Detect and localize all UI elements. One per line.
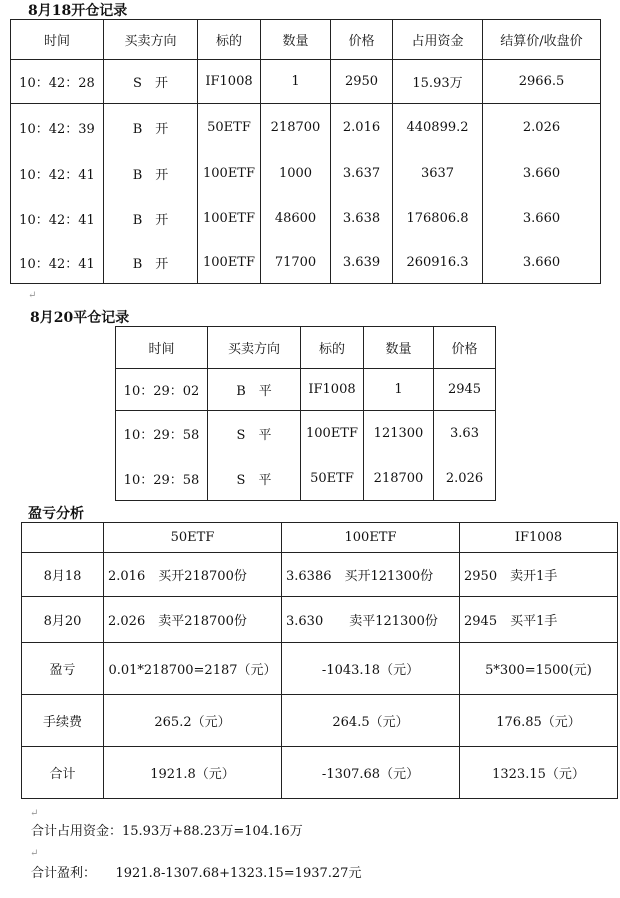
- table-cell: 10：42：39: [11, 104, 104, 152]
- table-cell: 264.5（元）: [282, 695, 460, 747]
- header-cell: [22, 523, 104, 553]
- table-cell: 10：29：58: [116, 457, 208, 501]
- header-cell: 100ETF: [282, 523, 460, 553]
- table-row: [116, 411, 496, 457]
- total-profit-note: 合计盈利： 1921.8-1307.68+1323.15=1937.27元: [31, 866, 362, 881]
- table-cell: 2945: [434, 369, 496, 411]
- table-cell: 1323.15（元）: [460, 747, 618, 799]
- close-record-title: 8月20平仓记录: [30, 310, 130, 326]
- table-cell: 260916.3: [393, 242, 483, 284]
- table-cell: 100ETF: [301, 411, 364, 457]
- table-cell: 3.63: [434, 411, 496, 457]
- table-cell: 176.85（元）: [460, 695, 618, 747]
- table-cell: 1000: [261, 152, 331, 196]
- table-cell: S 平: [208, 457, 301, 501]
- header-cell: 买卖方向: [104, 20, 198, 60]
- table-cell: IF1008: [301, 369, 364, 411]
- header-cell: 结算价/收盘价: [483, 20, 601, 60]
- table-cell: 0.01*218700=2187（元）: [104, 643, 282, 695]
- table-cell: 1921.8（元）: [104, 747, 282, 799]
- table-cell: IF1008: [198, 60, 261, 104]
- close-record-table: [115, 326, 496, 501]
- table-cell: 100ETF: [198, 196, 261, 242]
- header-cell: 价格: [331, 20, 393, 60]
- table-cell: 71700: [261, 242, 331, 284]
- table-cell: 121300: [364, 411, 434, 457]
- table-cell: B 开: [104, 242, 198, 284]
- paragraph-mark-icon: ↵: [28, 290, 37, 301]
- header-cell: 买卖方向: [208, 327, 301, 369]
- table-cell: S 开: [104, 60, 198, 104]
- table-cell: 10：42：41: [11, 152, 104, 196]
- pnl-analysis-table: [21, 522, 618, 799]
- table-cell: 8月20: [22, 597, 104, 643]
- table-row: [11, 242, 601, 284]
- open-record-title: 8月18开仓记录: [28, 3, 128, 19]
- table-cell: 10：42：28: [11, 60, 104, 104]
- table-cell: 100ETF: [198, 242, 261, 284]
- header-cell: IF1008: [460, 523, 618, 553]
- table-cell: 盈亏: [22, 643, 104, 695]
- table-header-row: [11, 20, 601, 60]
- table-header-row: [22, 523, 618, 553]
- table-cell: 3.6386 买开121300份: [282, 553, 460, 597]
- table-cell: 50ETF: [301, 457, 364, 501]
- table-cell: 2950 卖开1手: [460, 553, 618, 597]
- table-row: [116, 369, 496, 411]
- table-cell: 2.016 买开218700份: [104, 553, 282, 597]
- header-cell: 标的: [301, 327, 364, 369]
- table-cell: B 开: [104, 152, 198, 196]
- table-cell: 10：42：41: [11, 242, 104, 284]
- table-cell: 10：29：58: [116, 411, 208, 457]
- header-cell: 数量: [261, 20, 331, 60]
- table-cell: 3.638: [331, 196, 393, 242]
- table-cell: 1: [261, 60, 331, 104]
- header-cell: 价格: [434, 327, 496, 369]
- table-cell: 合计: [22, 747, 104, 799]
- table-cell: 100ETF: [198, 152, 261, 196]
- table-cell: 176806.8: [393, 196, 483, 242]
- table-cell: 3.660: [483, 242, 601, 284]
- table-row: [116, 457, 496, 501]
- table-row: [11, 152, 601, 196]
- table-row: [11, 60, 601, 104]
- table-cell: 2950: [331, 60, 393, 104]
- table-cell: 3.630 卖平121300份: [282, 597, 460, 643]
- table-row: [22, 553, 618, 597]
- table-cell: 15.93万: [393, 60, 483, 104]
- table-cell: 218700: [364, 457, 434, 501]
- table-cell: 3.660: [483, 196, 601, 242]
- open-record-table: [10, 19, 601, 284]
- table-cell: 265.2（元）: [104, 695, 282, 747]
- table-cell: 3.660: [483, 152, 601, 196]
- pnl-analysis-title: 盈亏分析: [28, 506, 84, 522]
- table-cell: B 开: [104, 196, 198, 242]
- table-row: [22, 747, 618, 799]
- table-cell: S 平: [208, 411, 301, 457]
- paragraph-mark-icon: ↵: [30, 808, 39, 819]
- table-cell: B 开: [104, 104, 198, 152]
- header-cell: 数量: [364, 327, 434, 369]
- table-row: [11, 104, 601, 152]
- table-cell: 3.639: [331, 242, 393, 284]
- table-cell: 1: [364, 369, 434, 411]
- table-cell: 2.026: [434, 457, 496, 501]
- table-row: [22, 597, 618, 643]
- table-header-row: [116, 327, 496, 369]
- table-cell: B 平: [208, 369, 301, 411]
- header-cell: 50ETF: [104, 523, 282, 553]
- table-cell: 3.637: [331, 152, 393, 196]
- table-cell: 218700: [261, 104, 331, 152]
- table-cell: 48600: [261, 196, 331, 242]
- header-cell: 时间: [11, 20, 104, 60]
- header-cell: 时间: [116, 327, 208, 369]
- table-cell: 50ETF: [198, 104, 261, 152]
- table-cell: 手续费: [22, 695, 104, 747]
- total-capital-note: 合计占用资金：15.93万+88.23万=104.16万: [31, 824, 303, 839]
- table-cell: 3637: [393, 152, 483, 196]
- table-cell: 440899.2: [393, 104, 483, 152]
- table-cell: 2945 买平1手: [460, 597, 618, 643]
- table-cell: -1043.18（元）: [282, 643, 460, 695]
- table-row: [22, 643, 618, 695]
- header-cell: 标的: [198, 20, 261, 60]
- table-cell: 5*300=1500(元): [460, 643, 618, 695]
- table-cell: 2966.5: [483, 60, 601, 104]
- table-cell: 10：42：41: [11, 196, 104, 242]
- table-cell: -1307.68（元）: [282, 747, 460, 799]
- table-cell: 2.016: [331, 104, 393, 152]
- table-row: [22, 695, 618, 747]
- header-cell: 占用资金: [393, 20, 483, 60]
- table-cell: 8月18: [22, 553, 104, 597]
- table-row: [11, 196, 601, 242]
- table-cell: 2.026 卖平218700份: [104, 597, 282, 643]
- table-cell: 10：29：02: [116, 369, 208, 411]
- paragraph-mark-icon: ↵: [30, 848, 39, 859]
- table-cell: 2.026: [483, 104, 601, 152]
